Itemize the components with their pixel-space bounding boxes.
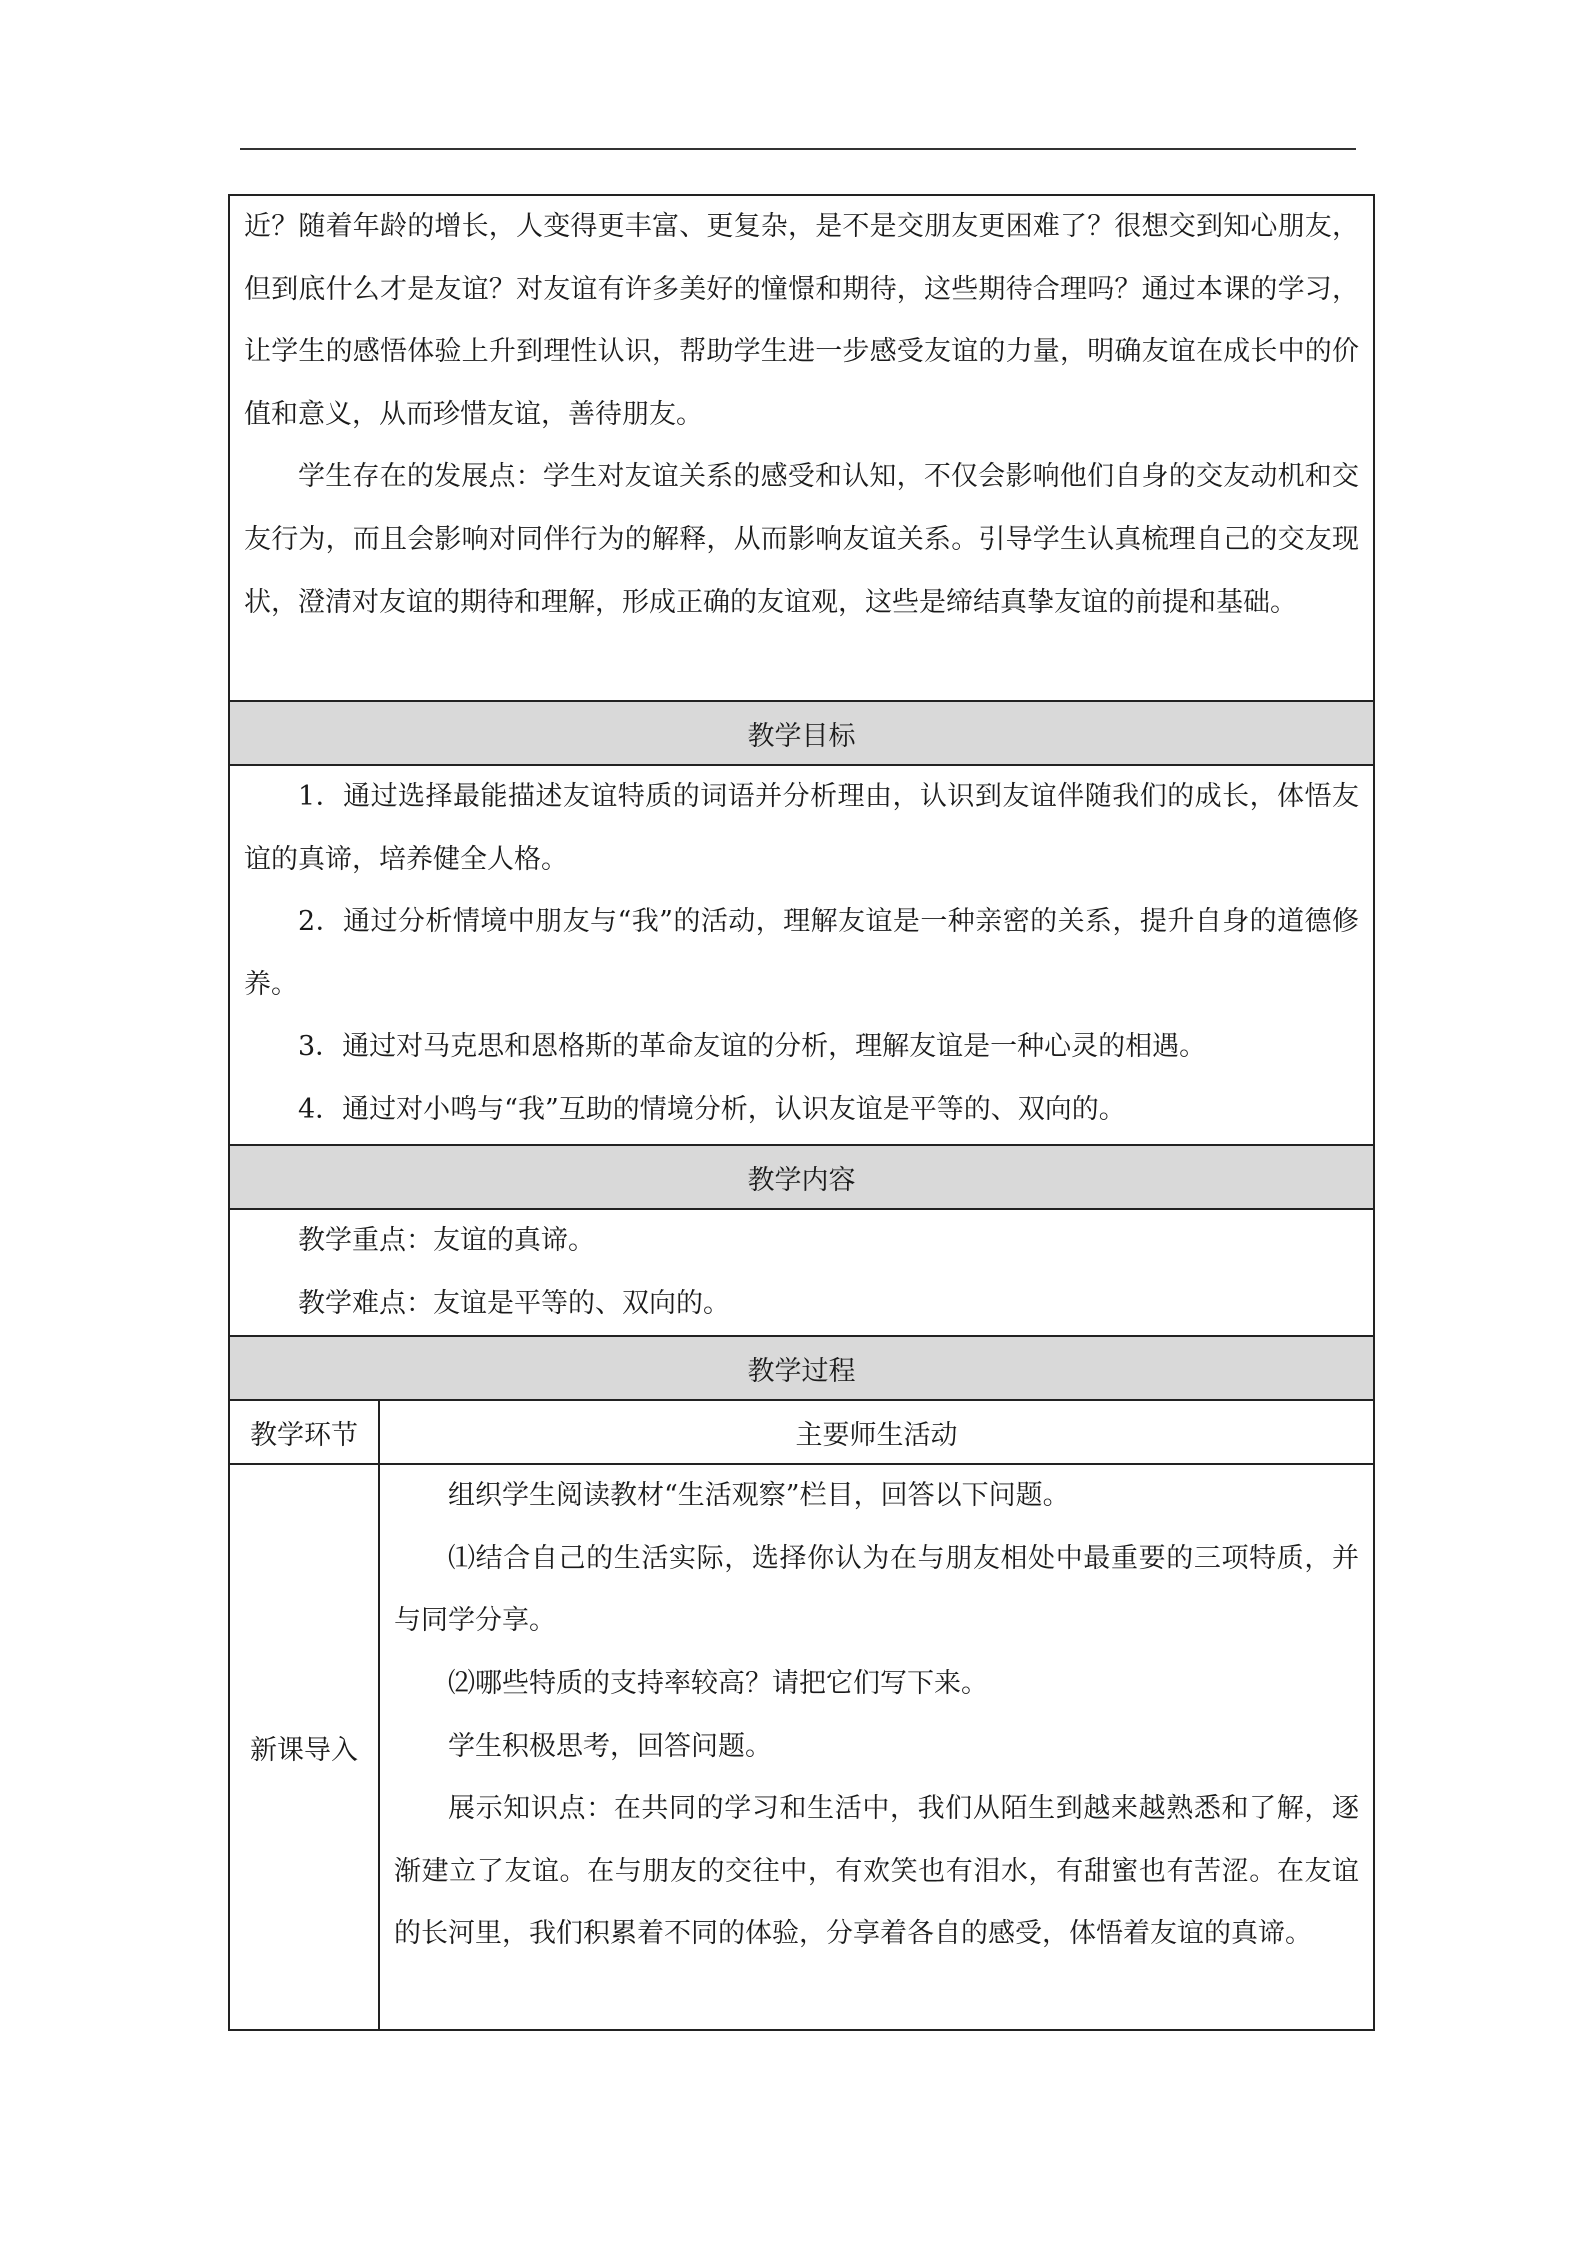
teaching-content-cell	[229, 1209, 1374, 1336]
lesson-plan-table	[228, 194, 1375, 2031]
teaching-goals-row	[229, 765, 1374, 1145]
teaching-goals-cell	[229, 765, 1374, 1145]
activity-column-header: 主要师生活动	[379, 1400, 1374, 1464]
teaching-process-heading: 教学过程	[229, 1336, 1374, 1400]
teaching-process-heading-row	[229, 1336, 1374, 1400]
goal-item-1: 1．通过选择最能描述友谊特质的词语并分析理由，认识到友谊伴随我们的成长，体悟友谊的真谛，培养健全人格。	[244, 781, 1359, 875]
difficult-point: 教学难点：友谊是平等的、双向的。	[298, 1287, 730, 1319]
intro-paragraph-1: 近？随着年龄的增长，人变得更丰富、更复杂，是不是交朋友更困难了？很想交到知心朋友，但到底什么才是友谊？对友谊有许多美好的憧憬和期待，这些期待合理吗？通过本课的学习，让学生的感悟体验上升到理性认识，帮助学生进一步感受友谊的力量，明确友谊在成长中的价值和意义，从而珍惜友谊，善待朋友。	[244, 211, 1359, 430]
stage-column-header: 教学环节	[229, 1400, 379, 1464]
intro-continuation-row	[229, 195, 1374, 701]
intro-continuation-cell	[229, 195, 1374, 701]
activity-paragraph-3: ⑵哪些特质的支持率较高？请把它们写下来。	[448, 1667, 988, 1699]
activity-paragraph-4: 学生积极思考，回答问题。	[448, 1730, 772, 1762]
intro-paragraph-2: 学生存在的发展点：学生对友谊关系的感受和认知，不仅会影响他们自身的交友动机和交友行为，而且会影响对同伴行为的解释，从而影响友谊关系。引导学生认真梳理自己的交友现状，澄清对友谊的期待和理解，形成正确的友谊观，这些是缔结真挚友谊的前提和基础。	[244, 461, 1359, 618]
teaching-content-heading: 教学内容	[229, 1145, 1374, 1209]
teaching-content-heading-row	[229, 1145, 1374, 1209]
goal-item-4: 4．通过对小鸣与“我”互助的情境分析，认识友谊是平等的、双向的。	[298, 1093, 1126, 1125]
activity-paragraph-1: 组织学生阅读教材“生活观察”栏目，回答以下问题。	[448, 1480, 1070, 1512]
stage-activity-cell	[379, 1464, 1374, 2030]
process-column-header-row	[229, 1400, 1374, 1464]
process-stage-row	[229, 1464, 1374, 2030]
goal-item-2: 2．通过分析情境中朋友与“我”的活动，理解友谊是一种亲密的关系，提升自身的道德修养。	[244, 906, 1359, 1000]
page-header-rule	[240, 148, 1356, 150]
goal-item-3: 3．通过对马克思和恩格斯的革命友谊的分析，理解友谊是一种心灵的相遇。	[298, 1031, 1207, 1063]
teaching-goals-heading-row	[229, 701, 1374, 765]
teaching-goals-heading: 教学目标	[229, 701, 1374, 765]
stage-name: 新课导入	[229, 1464, 379, 2030]
activity-paragraph-5: 展示知识点：在共同的学习和生活中，我们从陌生到越来越熟悉和了解，逐渐建立了友谊。在与朋友的交往中，有欢笑也有泪水，有甜蜜也有苦涩。在友谊的长河里，我们积累着不同的体验，分享着各自的感受，体悟着友谊的真谛。	[394, 1793, 1359, 1950]
activity-paragraph-2: ⑴结合自己的生活实际，选择你认为在与朋友相处中最重要的三项特质，并与同学分享。	[394, 1542, 1359, 1637]
teaching-content-row	[229, 1209, 1374, 1336]
key-point: 教学重点：友谊的真谛。	[298, 1225, 595, 1256]
